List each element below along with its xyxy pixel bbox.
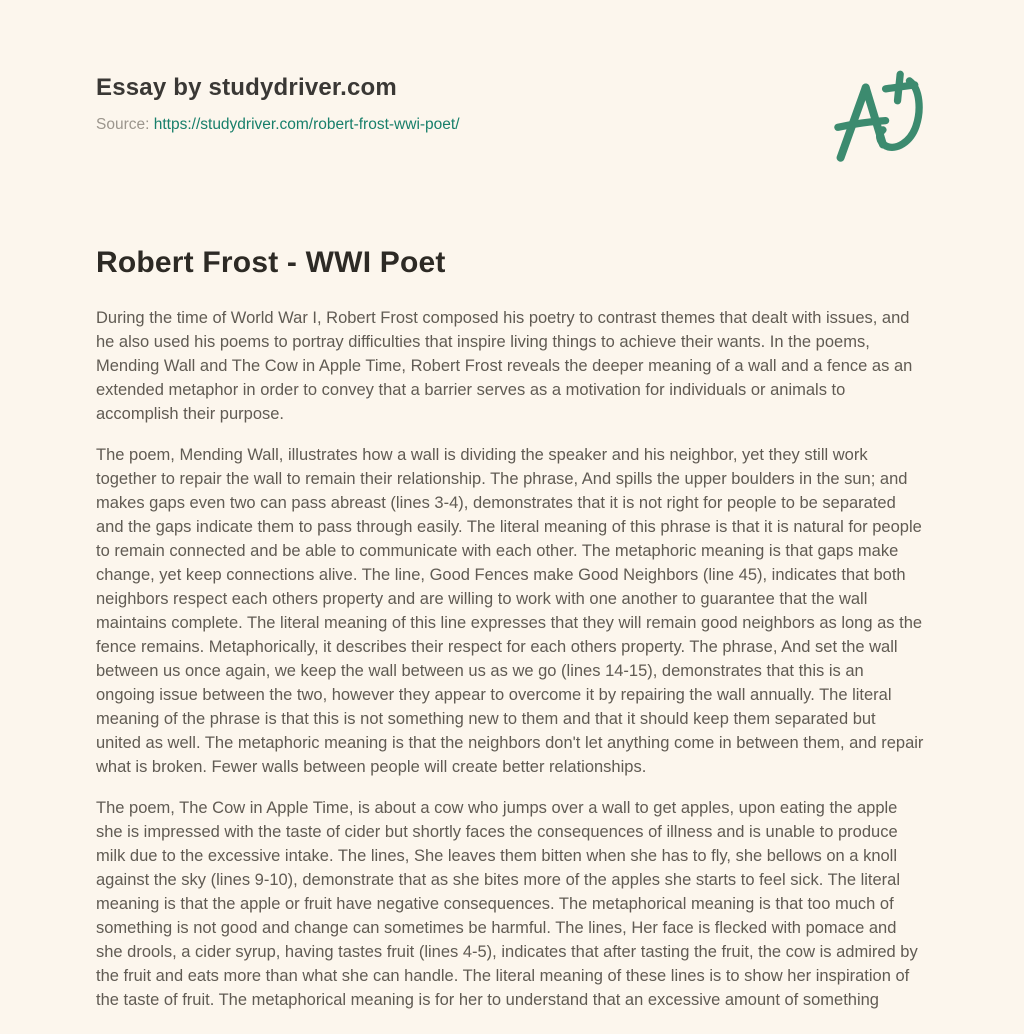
essay-paragraph-2: The poem, Mending Wall, illustrates how a wall is dividing the speaker and his neighbor, yet they still work together to repair the wall to remain their relationship. The phrase, And spills the upper boulders in the sun; and makes gaps even two can pass abreast (lines 3-4), demonstrates that it is not right for people to be separated and the gaps indicate them to pass through easily. The literal meaning of this phrase is that it is natural for people to remain connected and be able to communicate with each other. The metaphoric meaning is that gaps make change, yet keep connections alive. The line, Good Fences make Good Neighbors (line 45), indicates that both neighbors respect each others property and are willing to work with one another to guarantee that the wall maintains complete. The literal meaning of this line expresses that they will remain good neighbors as long as the fence remains. Metaphorically, it describes their respect for each others property. The phrase, And set the wall between us once again, we keep the wall between us as we go (lines 14-15), demonstrates that this is an ongoing issue between the two, however they appear to overcome it by repairing the wall annually. The literal meaning of the phrase is that this is not something new to them and that it should keep them separated but united as well. The metaphoric meaning is that the neighbors don't let anything come in between them, and repair what is broken. Fewer walls between people will create better relationships. bbox=[96, 446, 924, 776]
essay-title: Robert Frost - WWI Poet bbox=[96, 246, 446, 279]
essay-body bbox=[96, 246, 928, 1012]
source-line bbox=[96, 116, 928, 134]
source-url-link[interactable]: https://studydriver.com/robert-frost-wwi-poet/ bbox=[153, 116, 460, 133]
essay-paragraph-3: The poem, The Cow in Apple Time, is about a cow who jumps over a wall to get apples, upon eating the apple she is impressed with the taste of cider but shortly faces the consequences of illness and is unable to produce milk due to the excessive intake. The lines, She leaves them bitten when she has to fly, she bellows on a knoll against the sky (lines 9-10), demonstrate that as she bites more of the apples she starts to feel sick. The literal meaning is that the apple or fruit have negative consequences. The metaphorical meaning is that too much of something is not good and change can sometimes be harmful. The lines, Her face is flecked with pomace and she drools, a cider syrup, having tastes fruit (lines 4-5), indicates that after tasting the fruit, the cow is admired by the fruit and eats more than what she can handle. The literal meaning of these lines is to show her inspiration of the taste of fruit. The metaphorical meaning is for her to understand that an excessive amount of something bbox=[96, 799, 918, 1009]
source-label: Source: bbox=[96, 116, 150, 133]
document-header bbox=[96, 0, 928, 134]
a-plus-grade-logo-icon bbox=[822, 66, 928, 166]
essay-paragraph-1: During the time of World War I, Robert Frost composed his poetry to contrast themes that dealt with issues, and he also used his poems to portray difficulties that inspire living things to achieve their wants. In the poems, Mending Wall and The Cow in Apple Time, Robert Frost reveals the deeper meaning of a wall and a fence as an extended metaphor in order to convey that a barrier serves as a motivation for individuals or animals to accomplish their purpose. bbox=[96, 309, 913, 423]
header-title: Essay by studydriver.com bbox=[96, 74, 397, 101]
